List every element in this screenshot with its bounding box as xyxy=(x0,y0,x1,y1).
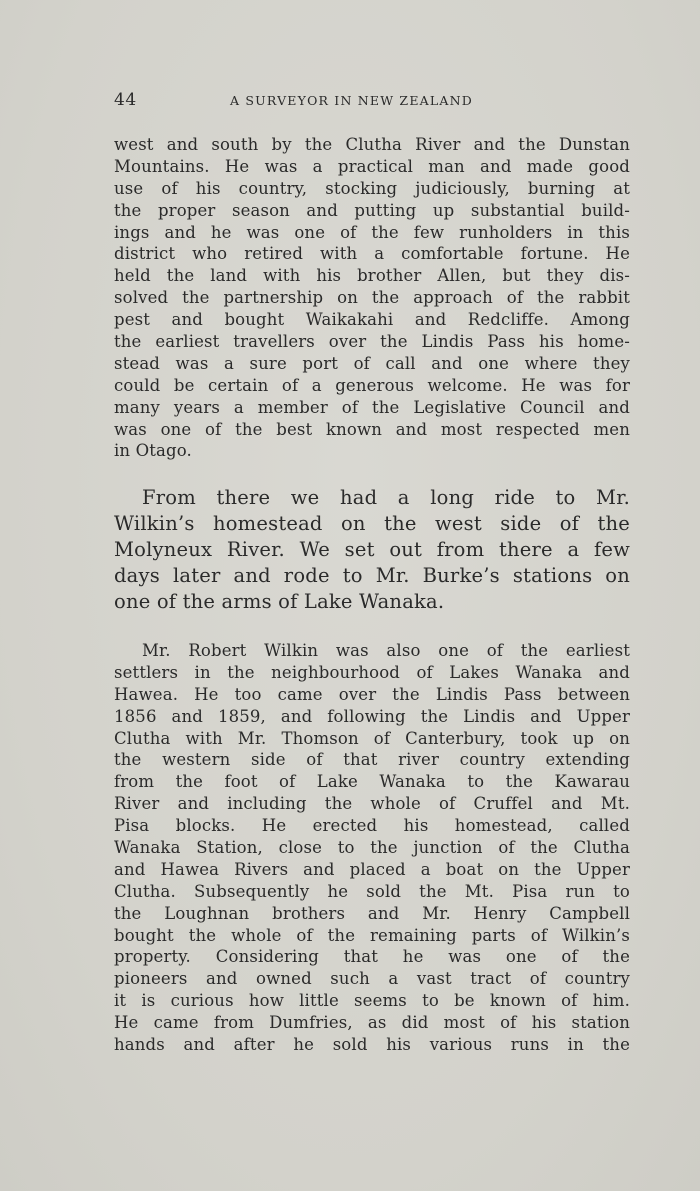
text-line: one of the arms of Lake Wanaka. xyxy=(114,590,445,613)
text-line: hands and after he sold his various runs in the xyxy=(114,1035,630,1055)
text-line: stead was a sure port of call and one where they xyxy=(114,353,630,373)
text-line: district who retired with a comfortable fortune. He xyxy=(114,244,630,264)
text-line: He came from Dumfries, as did most of his station xyxy=(114,1013,630,1033)
text-line: from the foot of Lake Wanaka to the Kawarau xyxy=(114,772,630,792)
text-line: was one of the best known and most respected men xyxy=(114,419,630,439)
text-line: could be certain of a generous welcome. He was for xyxy=(114,375,630,395)
text-line: Pisa blocks. He erected his homestead, called xyxy=(114,816,630,836)
text-line: Mr. Robert Wilkin was also one of the earliest xyxy=(142,641,630,660)
text-line: held the land with his brother Allen, but they dis- xyxy=(114,266,630,286)
text-line: 1856 and 1859, and following the Lindis and Upper xyxy=(114,706,630,726)
text-line: bought the whole of the remaining parts of Wilkin’s xyxy=(114,925,630,945)
text-line: Wilkin’s homestead on the west side of the xyxy=(114,512,630,535)
text-line: many years a member of the Legislative Council and xyxy=(114,397,630,417)
text-line: pest and bought Waikakahi and Redcliffe. Among xyxy=(114,310,630,330)
text-line: the proper season and putting up substantial build- xyxy=(114,200,630,220)
page-number: 44 xyxy=(114,90,137,110)
text-line: From there we had a long ride to Mr. xyxy=(142,486,630,509)
paragraph-1 xyxy=(114,134,630,462)
running-title: A SURVEYOR IN NEW ZEALAND xyxy=(230,93,473,108)
text-line: ings and he was one of the few runholders in this xyxy=(114,222,630,242)
text-line: the western side of that river country extending xyxy=(114,750,630,770)
text-line: pioneers and owned such a vast tract of country xyxy=(114,969,630,989)
text-line: use of his country, stocking judiciously, burning at xyxy=(114,178,630,198)
text-line: days later and rode to Mr. Burke’s stations on xyxy=(114,564,630,587)
text-line: River and including the whole of Cruffel and Mt. xyxy=(114,794,630,814)
page-header xyxy=(114,90,634,112)
text-line: Molyneux River. We set out from there a few xyxy=(114,538,630,561)
text-line: Hawea. He too came over the Lindis Pass between xyxy=(114,684,630,704)
paragraph-3 xyxy=(114,640,630,1056)
text-line: the Loughnan brothers and Mr. Henry Campbell xyxy=(114,903,630,923)
text-line: Clutha. Subsequently he sold the Mt. Pisa run to xyxy=(114,881,630,901)
text-line: and Hawea Rivers and placed a boat on the Upper xyxy=(114,859,630,879)
text-line: west and south by the Clutha River and the Dunstan xyxy=(114,135,630,154)
text-line: solved the partnership on the approach of the rabbit xyxy=(114,288,630,308)
text-line: Wanaka Station, close to the junction of the Clutha xyxy=(114,838,630,858)
text-line: it is curious how little seems to be known of him. xyxy=(114,991,630,1011)
text-line: in Otago. xyxy=(114,441,192,461)
text-line: Clutha with Mr. Thomson of Canterbury, took up on xyxy=(114,728,630,748)
text-line: the earliest travellers over the Lindis Pass his home- xyxy=(114,332,630,352)
paragraph-2 xyxy=(114,485,630,615)
text-line: settlers in the neighbourhood of Lakes Wanaka and xyxy=(114,662,630,682)
text-line: Mountains. He was a practical man and made good xyxy=(114,156,630,176)
text-line: property. Considering that he was one of the xyxy=(114,947,630,967)
